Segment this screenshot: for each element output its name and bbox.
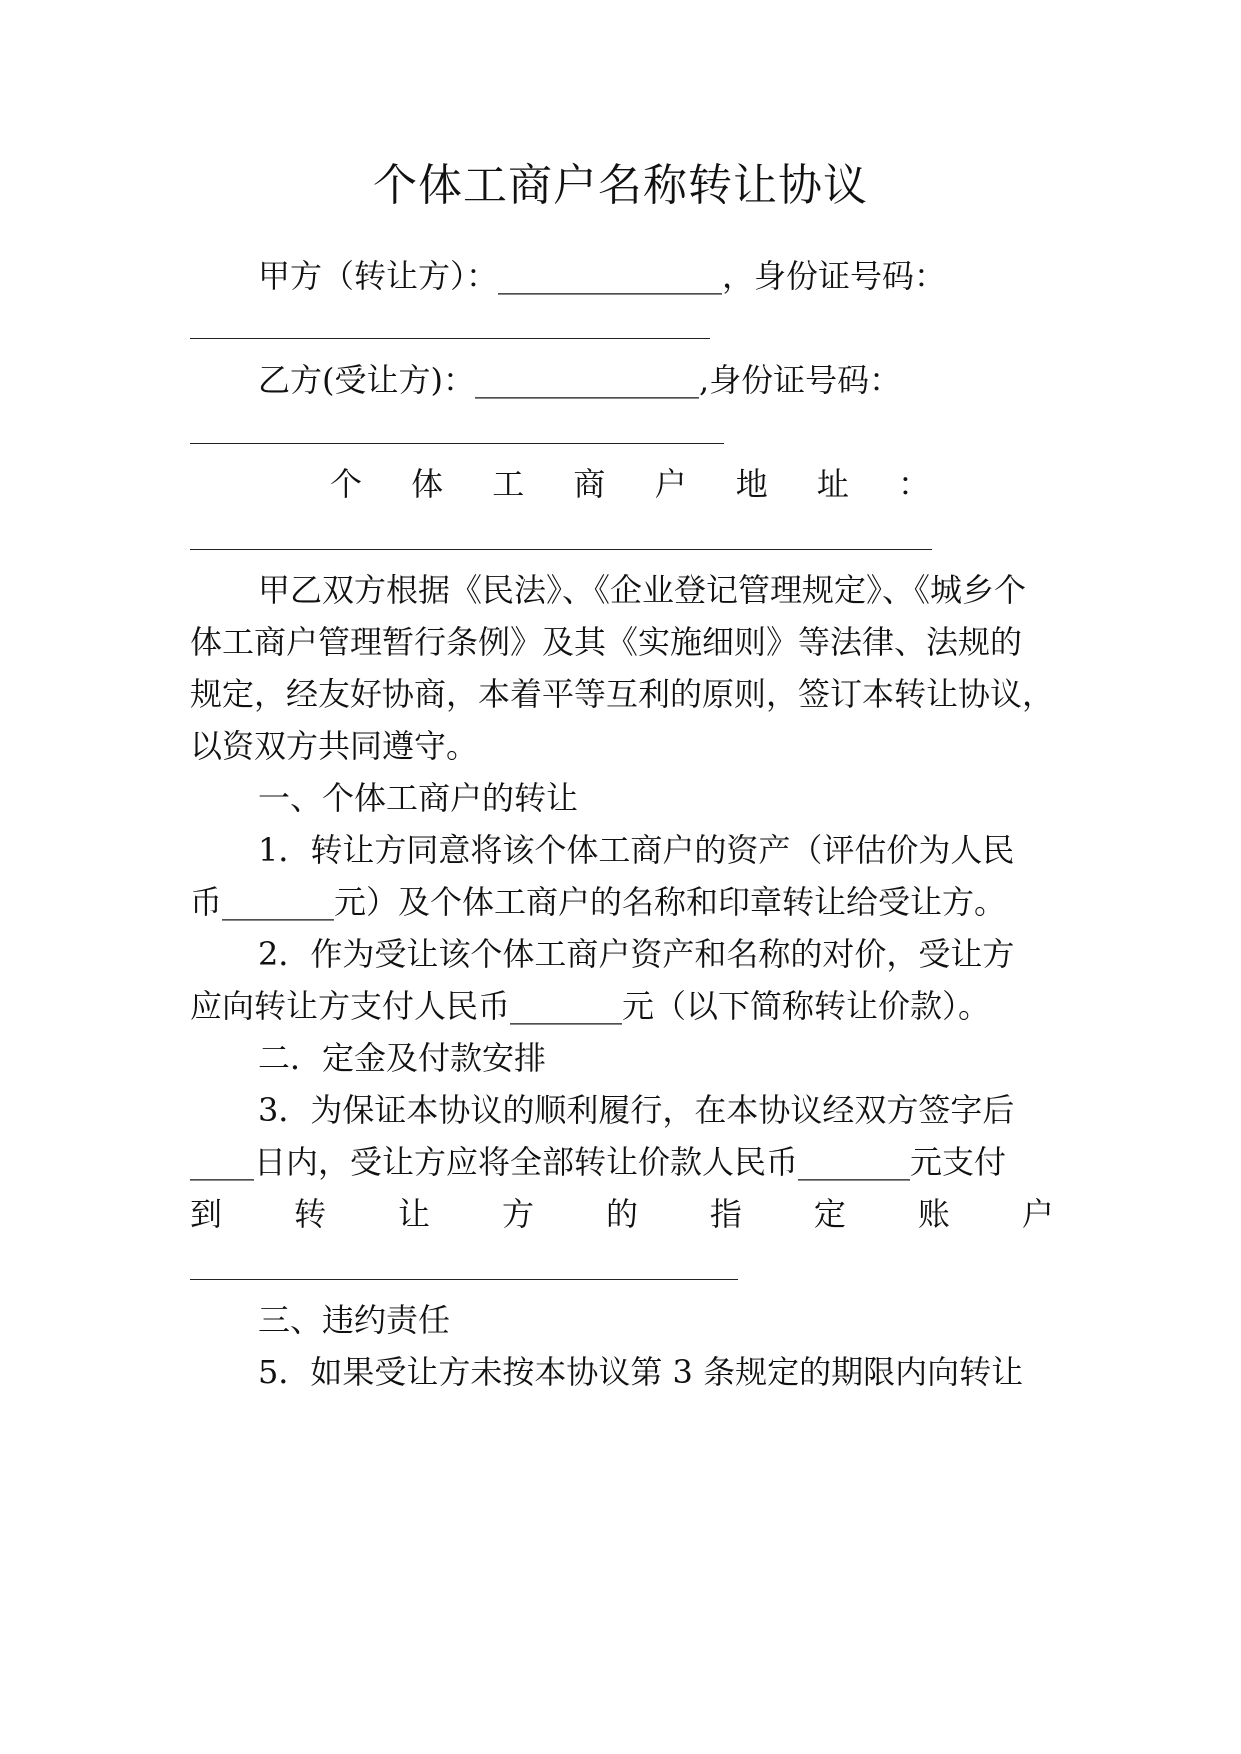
clause-3-char: 方	[501, 1195, 534, 1233]
address-char: 址	[816, 465, 849, 503]
address-char: 个	[330, 465, 363, 503]
clause-3-char: 到	[190, 1195, 223, 1233]
clause-3-char: 让	[397, 1195, 430, 1233]
address-label	[330, 460, 930, 508]
address-blank	[190, 549, 932, 550]
preamble-line: 规定，经友好协商，本着平等互利的原则，签订本转让协议，	[190, 675, 1054, 713]
clause-5-line: 5．如果受让方未按本协议第 3 条规定的期限内向转让	[258, 1353, 1024, 1391]
section-heading: 三、违约责任	[258, 1301, 451, 1339]
clause-2-line: 应向转让方支付人民币_______元（以下简称转让价款）。	[190, 987, 991, 1025]
address-char: 户	[654, 465, 687, 503]
clause-2-line: 2．作为受让该个体工商户资产和名称的对价，受让方	[258, 935, 1015, 973]
clause-3-char: 账	[917, 1195, 950, 1233]
preamble-line: 甲乙双方根据《民法》、《企业登记管理规定》、《城乡个	[258, 571, 1027, 609]
clause-3-char: 的	[605, 1195, 638, 1233]
clause-3-char: 转	[293, 1195, 326, 1233]
clause-3-line: ____日内，受让方应将全部转让价款人民币_______元支付	[190, 1143, 1007, 1181]
party-a-line: 甲方（转让方）：______________，身份证号码：	[258, 257, 947, 295]
document-title: 个体工商户名称转让协议	[373, 160, 868, 211]
clause-3-char: 定	[813, 1195, 846, 1233]
clause-3-spread-line	[190, 1190, 1054, 1238]
address-char: 地	[735, 465, 768, 503]
account-blank	[190, 1279, 738, 1280]
clause-1-line: 1．转让方同意将该个体工商户的资产（评估价为人民	[258, 831, 1015, 869]
address-char: ：	[897, 465, 930, 503]
party-a-id-blank	[190, 338, 710, 339]
party-b-id-blank	[190, 443, 724, 444]
clause-3-char: 指	[709, 1195, 742, 1233]
preamble-line: 体工商户管理暂行条例》及其《实施细则》等法律、法规的	[190, 623, 1023, 661]
address-char: 工	[492, 465, 525, 503]
preamble-line: 以资双方共同遵守。	[190, 727, 479, 765]
clause-3-line: 3．为保证本协议的顺利履行，在本协议经双方签字后	[258, 1091, 1015, 1129]
party-b-line: 乙方(受让方)：______________,身份证号码：	[258, 361, 902, 399]
section-heading: 二．定金及付款安排	[258, 1039, 547, 1077]
clause-1-line: 币_______元）及个体工商户的名称和印章转让给受让方。	[190, 883, 1007, 921]
clause-3-char: 户	[1021, 1195, 1054, 1233]
section-heading: 一、个体工商户的转让	[258, 779, 579, 817]
address-char: 体	[411, 465, 444, 503]
address-char: 商	[573, 465, 606, 503]
